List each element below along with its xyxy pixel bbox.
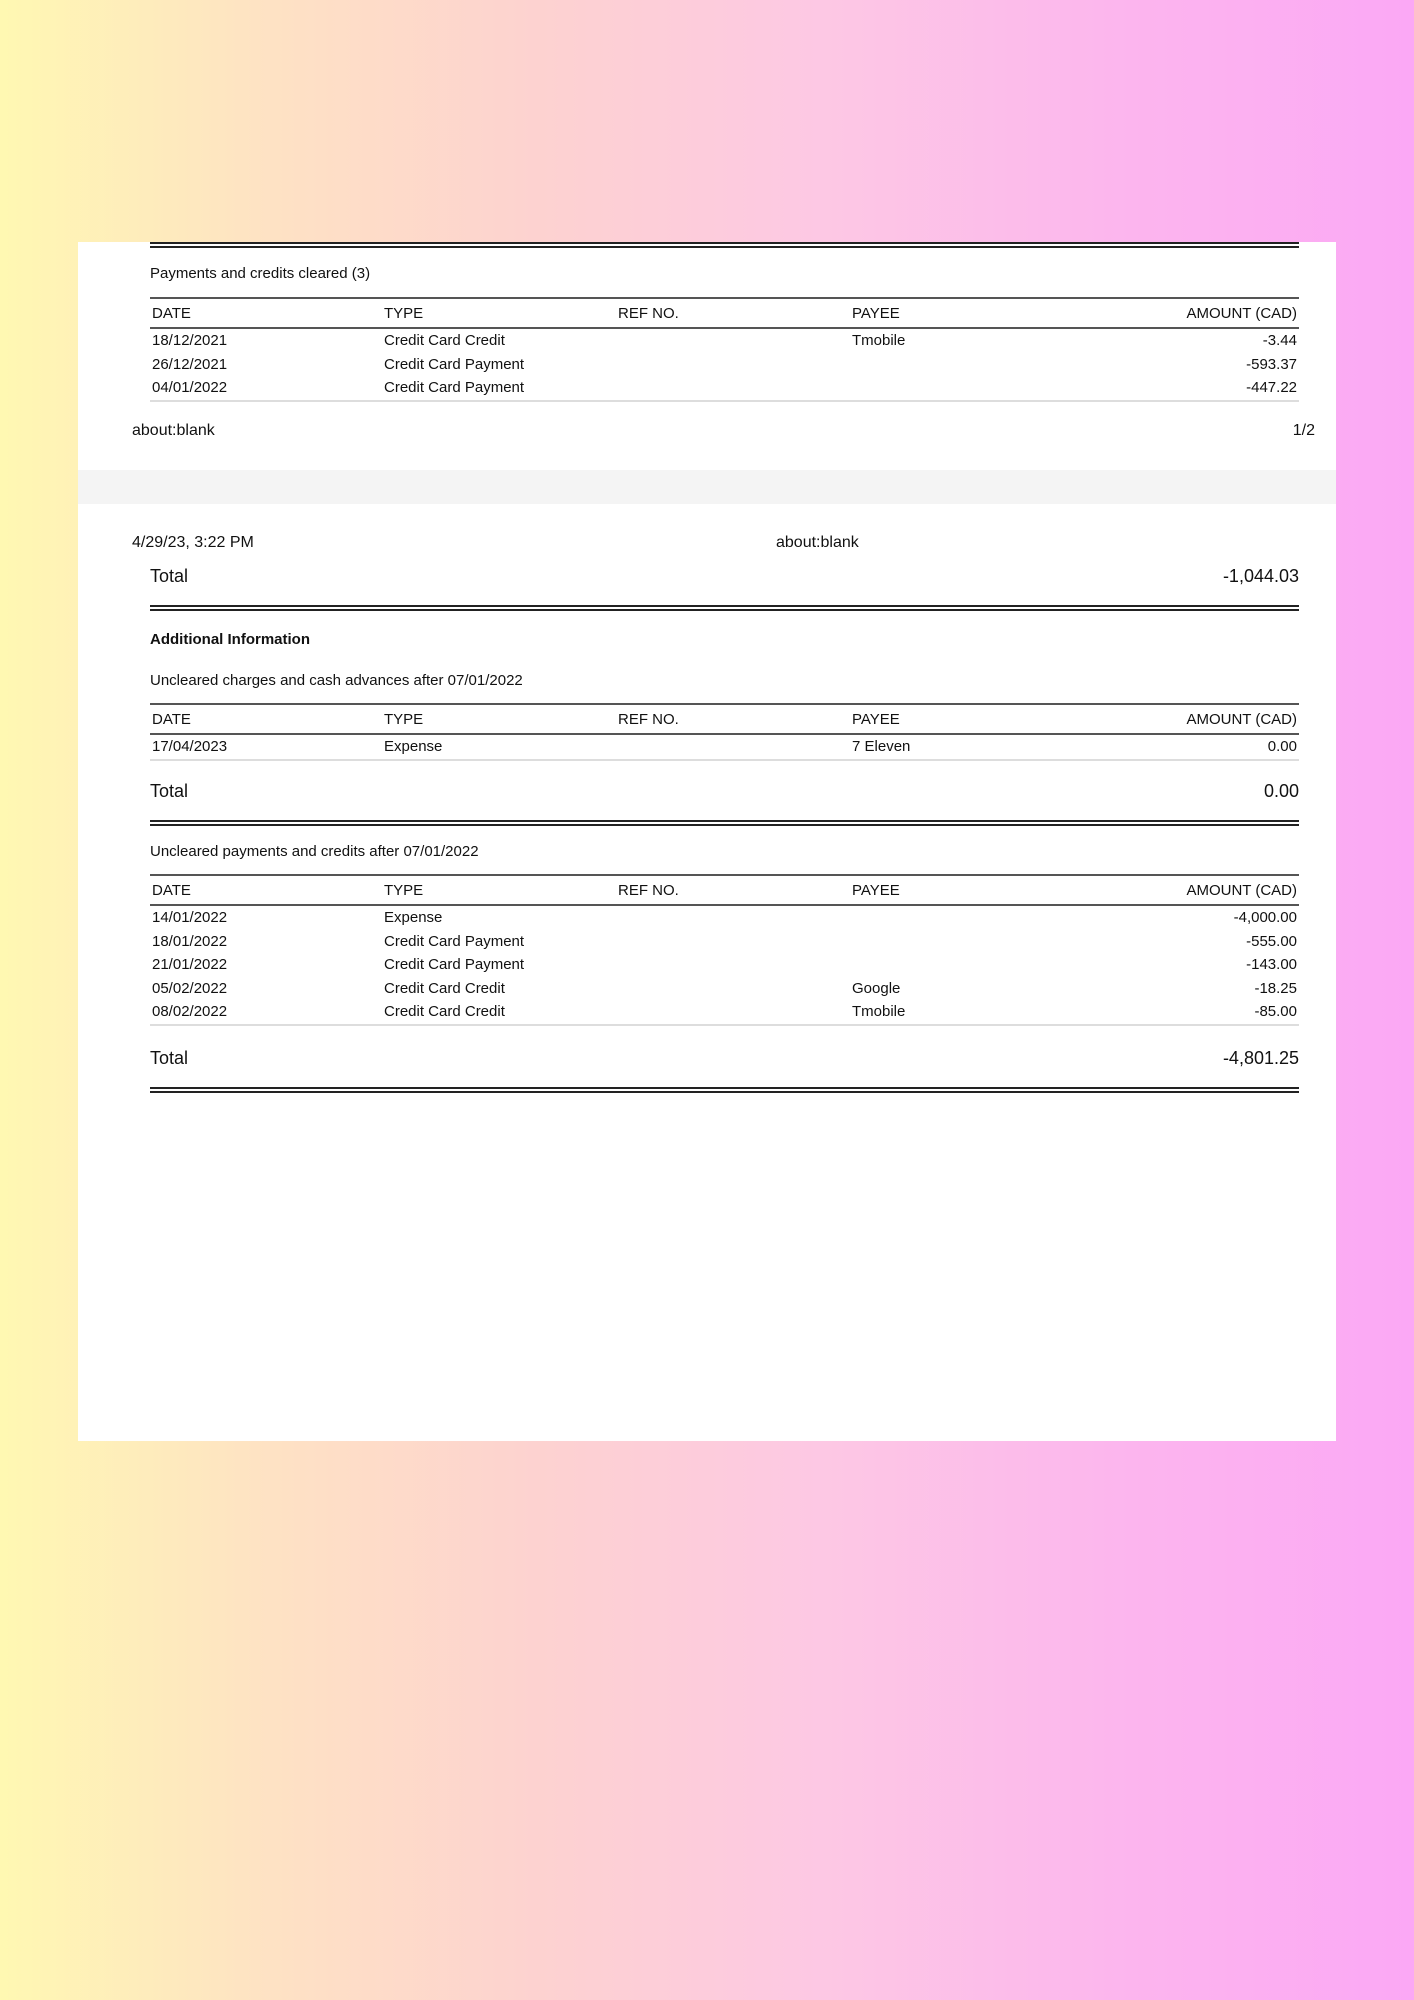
cell-payee [850,930,1084,954]
page-number: 1/2 [1292,422,1315,439]
col-date: DATE [150,875,382,905]
cell-amount: 0.00 [1084,734,1299,760]
report-page-2 [78,504,1336,1441]
double-rule [150,605,1299,611]
total-label: Total [150,781,189,801]
total-label: Total [150,566,189,586]
cell-date: 18/12/2021 [152,332,228,350]
cell-ref [616,353,850,377]
cell-ref [616,1000,850,1025]
cell-payee [850,905,1084,930]
col-type: TYPE [382,875,616,905]
total-value: -1,044.03 [1222,566,1299,586]
report-page-1 [78,242,1336,470]
cell-type: Credit Card Payment [384,932,525,950]
cell-payee [850,376,1084,401]
cell-type: Credit Card Credit [382,1000,616,1025]
cell-ref [616,905,850,930]
cell-amount: -4,000.00 [1233,909,1297,927]
table-row [150,328,1299,353]
col-date: DATE [150,298,382,328]
cell-ref [616,930,850,954]
uncleared-payments-table [150,874,1299,1026]
cell-type: Credit Card Payment [384,355,525,373]
table-header-row [150,298,1299,328]
double-rule [150,1087,1299,1093]
cell-payee [850,353,1084,377]
payments-cleared-table [150,297,1299,402]
col-ref: REF NO. [616,704,850,734]
cell-type: Credit Card Payment [382,376,616,401]
col-amount: AMOUNT (CAD) [1084,298,1299,328]
section-title-payments-cleared: Payments and credits cleared (3) [150,265,371,282]
double-rule [150,820,1299,826]
cell-amount: -447.22 [1084,376,1299,401]
cell-amount: -85.00 [1084,1000,1299,1025]
cell-date: 18/01/2022 [152,932,228,950]
col-amount: AMOUNT (CAD) [1084,704,1299,734]
col-type: TYPE [382,704,616,734]
col-date: DATE [150,704,382,734]
col-ref: REF NO. [616,875,850,905]
cell-type: Credit Card Credit [384,979,505,997]
col-payee: PAYEE [850,704,1084,734]
cell-ref [616,376,850,401]
table-row [150,1000,1299,1025]
table-row [150,953,1299,977]
table-row [150,977,1299,1001]
table-header-row [150,704,1299,734]
uncleared-charges-table [150,703,1299,761]
cell-amount: -143.00 [1246,956,1297,974]
cell-type: Credit Card Credit [384,332,505,350]
cell-date: 08/02/2022 [150,1000,382,1025]
total-label: Total [150,1048,189,1068]
table-row [150,930,1299,954]
table-row [150,376,1299,401]
additional-information-title: Additional Information [150,631,310,648]
page-separator [78,470,1336,504]
section-title-uncleared-charges: Uncleared charges and cash advances after 07/01/2022 [150,672,523,689]
col-payee: PAYEE [850,875,1084,905]
cell-date: 14/01/2022 [152,909,228,927]
cell-payee [850,953,1084,977]
cell-ref [616,953,850,977]
page-footer-url: about:blank [132,422,215,439]
section-title-uncleared-payments: Uncleared payments and credits after 07/01/2022 [150,843,479,860]
table-row [150,734,1299,760]
col-amount: AMOUNT (CAD) [1084,875,1299,905]
total-value: -4,801.25 [1222,1048,1299,1068]
table-row [150,905,1299,930]
cell-ref [616,977,850,1001]
table-row [150,353,1299,377]
col-ref: REF NO. [616,298,850,328]
print-timestamp: 4/29/23, 3:22 PM [132,534,254,551]
double-rule [150,242,1299,248]
cell-amount: -18.25 [1254,979,1297,997]
cell-date: 04/01/2022 [150,376,382,401]
col-type: TYPE [382,298,616,328]
cell-ref [616,734,850,760]
cell-payee: Google [852,979,901,997]
cell-date: 21/01/2022 [152,956,228,974]
col-payee: PAYEE [850,298,1084,328]
cell-amount: -593.37 [1246,355,1297,373]
page-header-url: about:blank [776,534,859,551]
table-header-row [150,875,1299,905]
cell-type: Expense [384,909,443,927]
cell-payee: Tmobile [850,1000,1084,1025]
cell-amount: -555.00 [1246,932,1297,950]
cell-date: 05/02/2022 [152,979,228,997]
cell-ref [616,328,850,353]
cell-amount: -3.44 [1262,332,1297,350]
cell-type: Credit Card Payment [384,956,525,974]
cell-payee: Tmobile [852,332,906,350]
cell-type: Expense [382,734,616,760]
total-value: 0.00 [1263,781,1299,801]
cell-payee: 7 Eleven [850,734,1084,760]
cell-date: 26/12/2021 [152,355,228,373]
cell-date: 17/04/2023 [150,734,382,760]
